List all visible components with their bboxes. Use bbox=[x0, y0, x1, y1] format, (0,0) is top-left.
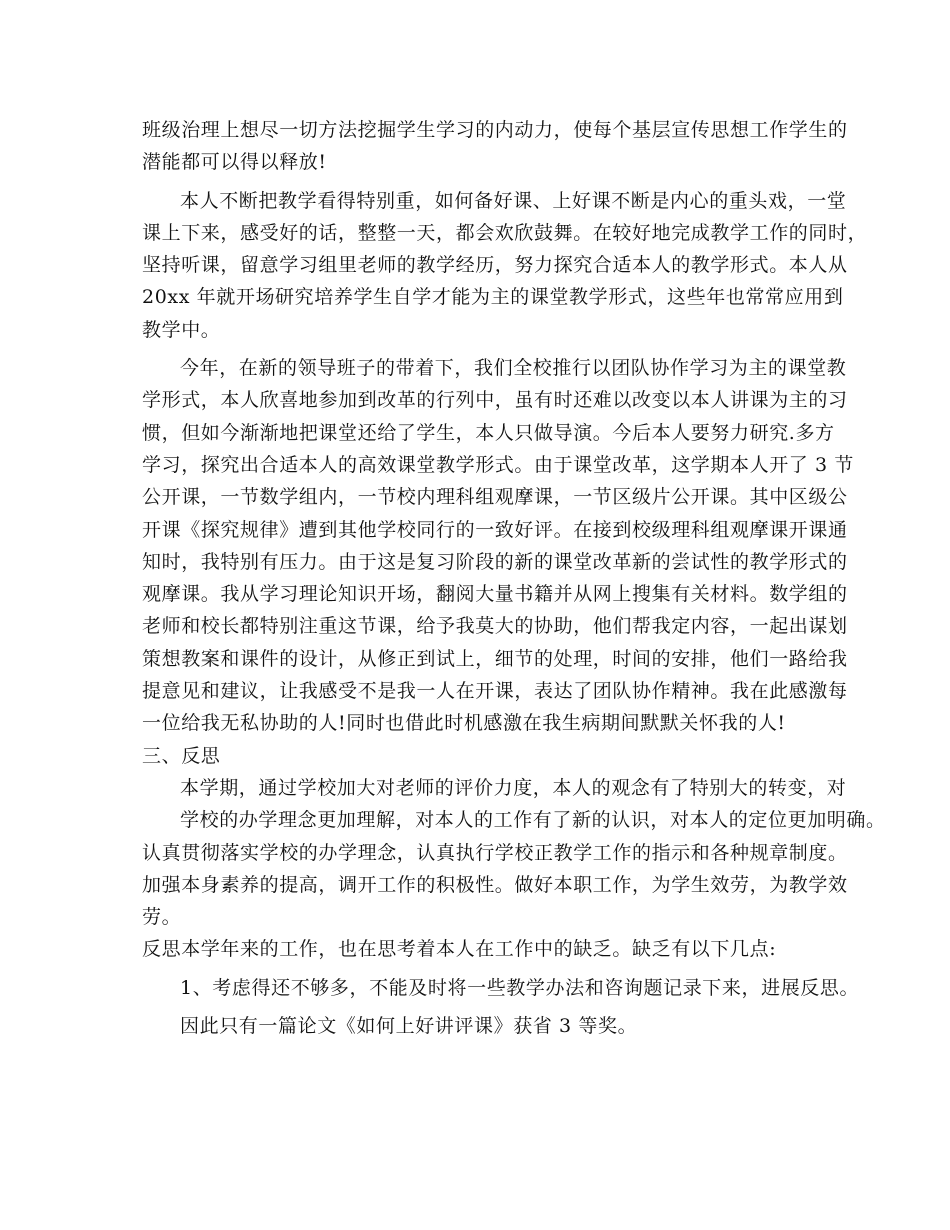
section-heading: 本学期，通过学校加大对老师的评价力度，本人的观念有了特别大的转变，对 bbox=[180, 776, 847, 799]
paragraph-line: 提意见和建议，让我感受不是我一人在开课，表达了团队协作精神。我在此感激每 bbox=[142, 680, 848, 703]
paragraph-line: 1、考虑得还不够多，不能及时将一些教学办法和咨询题记录下来，进展反思。 bbox=[180, 976, 860, 999]
paragraph-line: 学校的办学理念更加理解，对本人的工作有了新的认识，对本人的定位更加明确。 bbox=[180, 809, 886, 832]
paragraph-line: 反思本学年来的工作，也在思考着本人在工作中的缺乏。缺乏有以下几点: bbox=[142, 938, 777, 961]
document-body bbox=[142, 114, 886, 1075]
paragraph-line: 惯，但如今渐渐地把课堂还给了学生，本人只做导演。今后本人要努力研究.多方 bbox=[142, 421, 835, 444]
paragraph-line: 坚持听课，留意学习组里老师的教学经历，努力探究合适本人的教学形式。本人从 bbox=[142, 254, 848, 277]
paragraph-line bbox=[142, 1042, 830, 1074]
paragraph-line: 潜能都可以得以释放! bbox=[142, 151, 327, 174]
paragraph-line: 今年，在新的领导班子的带着下，我们全校推行以团队协作学习为主的课堂教 bbox=[180, 357, 847, 380]
paragraph-line: 教学中。 bbox=[142, 318, 221, 341]
paragraph-line: 因此只有一篇论文《如何上好讲评课》获省 3 等奖。 bbox=[180, 1015, 638, 1038]
paragraph-line: 20xx 年就开场研究培养学生自学才能为主的课堂教学形式，这些年也常常应用到 bbox=[142, 286, 844, 309]
paragraph-line: 知时，我特别有压力。由于这是复习阶段的新的课堂改革新的尝试性的教学形式的 bbox=[142, 550, 848, 573]
paragraph-line: 学形式，本人欣喜地参加到改革的行列中，虽有时还难以改变以本人讲课为主的习 bbox=[142, 389, 848, 412]
paragraph-line: 劳。 bbox=[142, 906, 182, 929]
paragraph-line: 课上下来，感受好的话，整整一天，都会欢欣鼓舞。在较好地完成教学工作的同时， bbox=[142, 221, 868, 244]
paragraph-line: 三、反思 bbox=[142, 744, 221, 767]
paragraph-line: 加强本身素养的提高，调开工作的积极性。做好本职工作，为学生效劳，为教学效 bbox=[142, 873, 848, 896]
paragraph-line: 策想教案和课件的设计，从修正到试上，细节的处理，时间的安排，他们一路给我 bbox=[142, 647, 848, 670]
paragraph-line: 本人不断把教学看得特别重，如何备好课、上好课不断是内心的重头戏，一堂 bbox=[180, 189, 847, 212]
paragraph-line: 公开课，一节数学组内，一节校内理科组观摩课，一节区级片公开课。其中区级公 bbox=[142, 486, 848, 509]
paragraph-line: 老师和校长都特别注重这节课，给予我莫大的协助，他们帮我定内容，一起出谋划 bbox=[142, 615, 848, 638]
paragraph-line: 认真贯彻落实学校的办学理念，认真执行学校正教学工作的指示和各种规章制度。 bbox=[142, 841, 848, 864]
paragraph-line: 开课《探究规律》遭到其他学校同行的一致好评。在接到校级理科组观摩课开课通 bbox=[142, 518, 848, 541]
paragraph-line: 观摩课。我从学习理论知识开场，翻阅大量书籍并从网上搜集有关材料。数学组的 bbox=[142, 583, 848, 606]
paragraph-line: 班级治理上想尽一切方法挖掘学生学习的内动力，使每个基层宣传思想工作学生的 bbox=[142, 119, 848, 141]
paragraph-line: 学习，探究出合适本人的高效课堂教学形式。由于课堂改革，这学期本人开了 3 节 bbox=[142, 453, 854, 476]
paragraph-line: 一位给我无私协助的人!同时也借此时机感激在我生病期间默默关怀我的人! bbox=[142, 712, 786, 735]
